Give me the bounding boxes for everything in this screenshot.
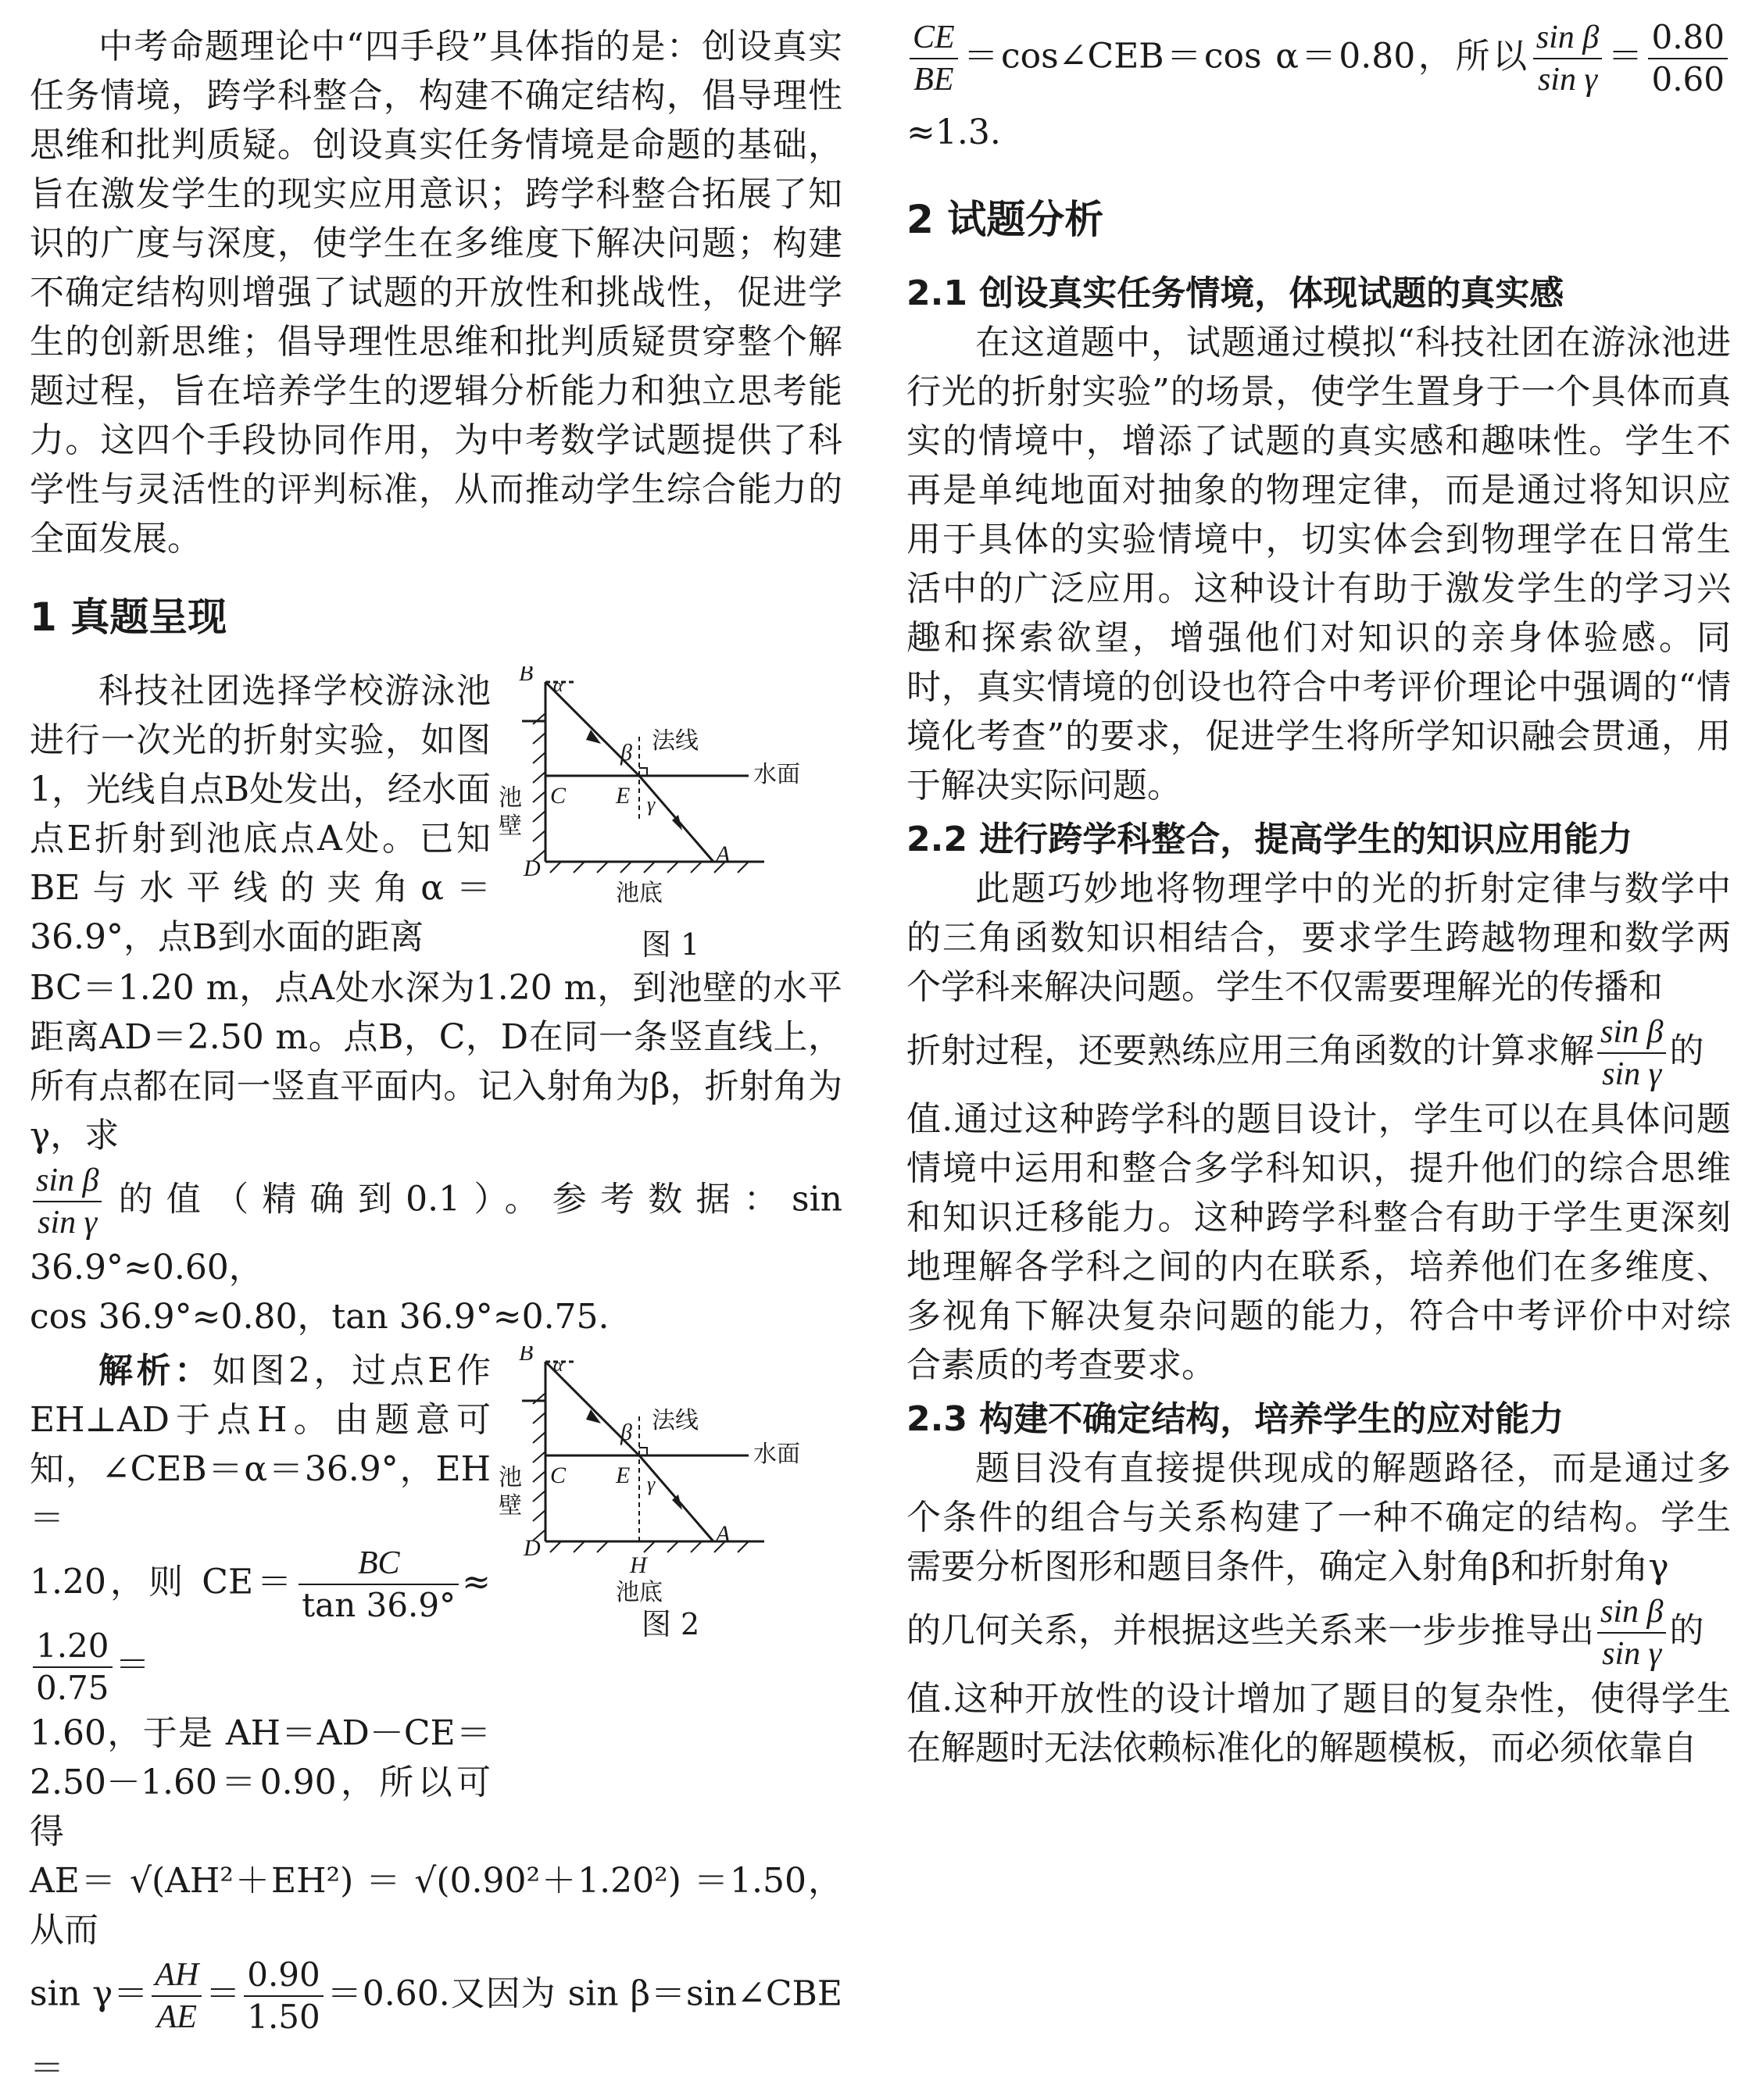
figure2-block (30, 1346, 842, 1856)
section22-title: 2.2 进行跨学科整合，提高学生的知识应用能力 (906, 820, 1633, 859)
intro-paragraph: 中考命题理论中“四手段”具体指的是：创设真实任务情境，跨学科整合，构建不确定结构，倡导理性思维和批判质疑。创设真实任务情境是命题的基础，旨在激发学生的现实应用意识；跨学科整合拓展了知识的广度与深度，使学生在多维度下解决问题；构建不确定结构则增强了试题的开放性和挑战性，促进学生的创新思维；倡导理性思维和批判质疑贯穿整个解题过程，旨在培养学生的逻辑分析能力和独立思考能力。这四个手段协同作用，为中考数学试题提供了科学性与灵活性的评判标准，从而推动学生综合能力的全面发展。 (30, 27, 842, 559)
label-B: B (519, 1346, 534, 1366)
label-alpha: α (553, 676, 563, 696)
label-A: A (716, 841, 731, 867)
problem-text-part4: cos 36.9°≈0.80，tan 36.9°≈0.75. (30, 1297, 610, 1337)
right-column (906, 17, 1731, 1773)
problem-text-part2: BC＝1.20 m，点A处水深为1.20 m，到池壁的水平距离AD＝2.50 m。点B，C，D在同一条竖直线上，所有点都在同一竖直平面内。记入射角为β，折射角为γ，求 (30, 968, 842, 1155)
section23-frac-line: 的几何关系，并根据这些关系来一步步推导出 $\frac{\text{sin β}}{\text{sin γ}}$ 的 (906, 1591, 1731, 1674)
label-C: C (550, 783, 567, 809)
section22-body1: 此题巧妙地将物理学中的光的折射定律与数学中的三角函数知识相结合，要求学生跨越物理和数学两个学科来解决问题。学生不仅需要理解光的传播和 (906, 869, 1731, 1007)
label-alpha: α (553, 1355, 563, 1376)
label-normal: 法线 (652, 727, 699, 755)
solution-part2: 1.60，于是 AH＝AD－CE＝2.50－1.60＝0.90，所以可得 (30, 1713, 491, 1852)
label-normal: 法线 (652, 1407, 699, 1434)
problem-fraction: $\frac{\text{sin β}}{\text{sin γ}}$ (33, 1160, 102, 1243)
label-water: 水面 (753, 1441, 800, 1468)
figure2-diagram (499, 1346, 842, 1604)
label-B: B (519, 666, 534, 686)
section1-title: 1 真题呈现 (30, 595, 227, 640)
problem-text-part3-line: $\frac{\text{sin β}}{\text{sin γ}}$ 的值（精确到0.1）。参考数据：sin 36.9°≈0.60， (30, 1160, 842, 1292)
solution-ce-line: 1.20，则 CE＝ $\frac{BC}{\tan 36.9^\circ}$ ≈ $\frac{1.20}{0.75}$ ＝ (30, 1543, 491, 1709)
label-wall-1: 池 (499, 1464, 522, 1491)
section22-frac-line: 折射过程，还要熟练应用三角函数的计算求解 $\frac{\text{sin β}}{\text{sin γ}}$ 的 (906, 1012, 1731, 1095)
label-D: D (524, 855, 541, 881)
section21-body: 在这道题中，试题通过模拟“科技社团在游泳池进行光的折射实验”的场景，使学生置身于一个具体而真实的情境中，增添了试题的真实感和趣味性。学生不再是单纯地面对抽象的物理定律，而是通过将知识应用于具体的实验情境中，切实体会到物理学在日常生活中的广泛应用。这种设计有助于激发学生的学习兴趣和探索欲望，增强他们对知识的亲身体验感。同时，真实情境的创设也符合中考评价理论中强调的“情境化考查”的要求，促进学生将所学知识融会贯通，用于解决实际问题。 (906, 323, 1731, 805)
label-gamma: γ (647, 1473, 656, 1495)
left-column (30, 22, 842, 2100)
label-gamma: γ (647, 793, 656, 816)
label-H: H (630, 1552, 647, 1578)
figure2-caption: 图 2 (641, 1607, 700, 1641)
section22-body2: 值.通过这种跨学科的题目设计，学生可以在具体问题情境中运用和整合多学科知识，提升他们的综合思维和知识迁移能力。这种跨学科整合有助于学生更深刻地理解各学科之间的内在联系，培养他们在多维度、多视角下解决复杂问题的能力，符合中考评价中对综合素质的考查要求。 (906, 1099, 1731, 1385)
problem-text-part1: 科技社团选择学校游泳池进行一次光的折射实验，如图1，光线自点B处发出，经水面点E折射到池底点A处。已知BE与水平线的夹角α＝36.9°，点B到水面的距离 (30, 671, 491, 957)
label-beta: β (620, 740, 632, 766)
section23-body1: 题目没有直接提供现成的解题路径，而是通过多个条件的组合与关系构建了一种不确定的结构。学生需要分析图形和题目条件，确定入射角β和折射角γ (906, 1448, 1731, 1587)
label-beta: β (620, 1420, 632, 1445)
continuation-line: $\frac{CE}{BE}$ ＝cos∠CEB＝cos α＝0.80，所以 $\frac{\text{sin β}}{\text{sin γ}}$ ＝ $\frac{0.80}{0.60}$ ≈1.3. (906, 17, 1731, 166)
label-C: C (550, 1462, 567, 1488)
section23-title: 2.3 构建不确定结构，培养学生的应对能力 (906, 1399, 1564, 1439)
solution-part3: AE＝ √(AH²＋EH²) ＝ √(0.90²＋1.20²) ＝1.50，从而 (30, 1861, 842, 1950)
section21-title: 2.1 创设真实任务情境，体现试题的真实感 (906, 273, 1564, 313)
label-A: A (716, 1521, 731, 1547)
figure1-caption: 图 1 (641, 927, 700, 962)
solution-label: 解析： (98, 1351, 213, 1391)
label-wall-2: 壁 (499, 1492, 522, 1520)
label-wall-1: 池 (499, 784, 522, 812)
label-water: 水面 (753, 761, 800, 788)
label-bottom: 池底 (616, 880, 663, 907)
label-bottom: 池底 (616, 1579, 663, 1604)
figure1-block (30, 666, 842, 963)
figure1-diagram (499, 666, 842, 924)
section23-body2: 值.这种开放性的设计增加了题目的复杂性，使得学生在解题时无法依赖标准化的解题模板，而必须依靠自 (906, 1679, 1731, 1768)
label-wall-2: 壁 (499, 812, 522, 840)
label-D: D (524, 1535, 541, 1561)
section2-title: 2 试题分析 (906, 197, 1104, 242)
figure2 (499, 1346, 842, 1643)
solution-sin-line: sin γ＝ $\frac{AH}{AE}$ ＝ $\frac{0.90}{1.50}$ ＝0.60.又因为 sin β＝sin∠CBE＝ (30, 1955, 842, 2088)
label-E: E (616, 1462, 631, 1488)
figure1 (499, 666, 842, 963)
label-E: E (616, 783, 631, 809)
solution-part1: 如图2，过点E作EH⊥AD于点H。由题意可知，∠CEB＝α＝36.9°，EH＝ (30, 1351, 491, 1538)
